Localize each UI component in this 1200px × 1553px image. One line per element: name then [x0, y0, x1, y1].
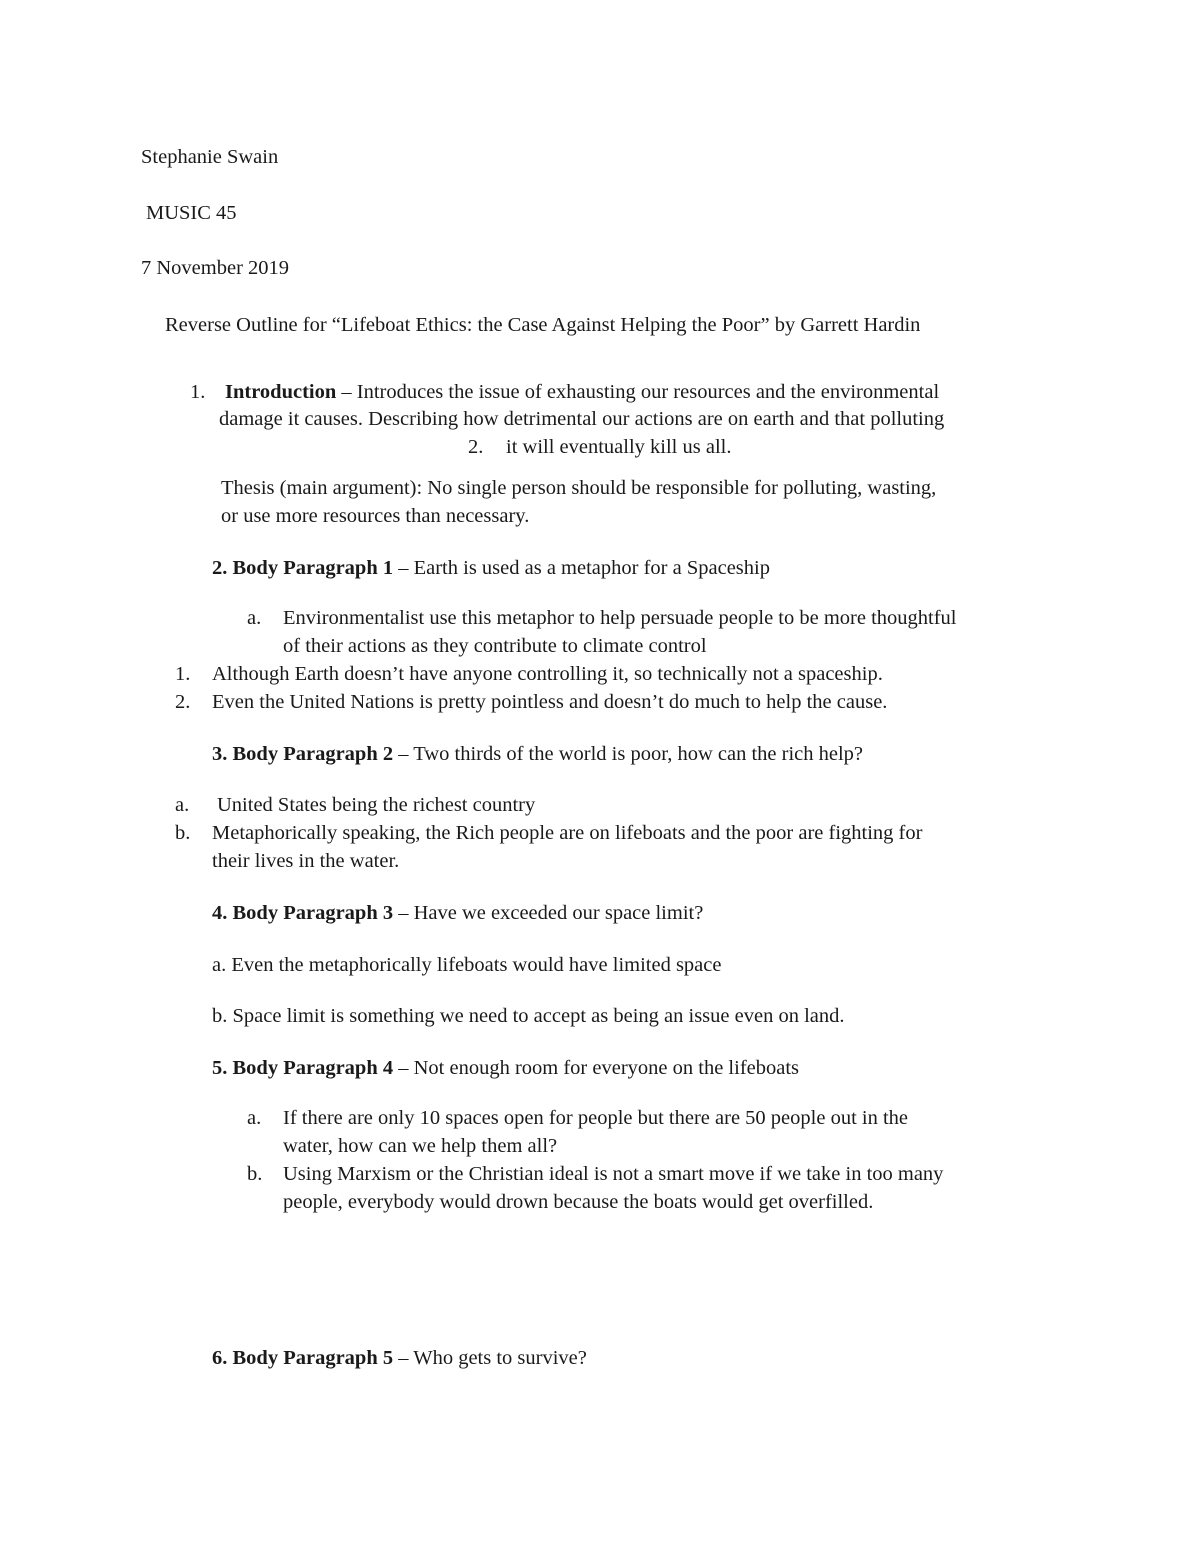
- bp4-heading: 5. Body Paragraph 4: [212, 1057, 394, 1079]
- intro-line-3: it will eventually kill us all.: [506, 436, 732, 458]
- intro-line-2: damage it causes. Describing how detrimental our actions are on earth and that polluting: [219, 408, 945, 430]
- thesis-line-2: or use more resources than necessary.: [221, 505, 530, 527]
- bp2-text: – Two thirds of the world is poor, how can the rich help?: [398, 743, 864, 765]
- bp2-b-line-2: their lives in the water.: [212, 850, 400, 872]
- bp3-b-text: b. Space limit is something we need to accept as being an issue even on land.: [212, 1005, 845, 1027]
- bp1-item-2-marker: 2.: [175, 691, 191, 713]
- bp1-text: – Earth is used as a metaphor for a Spaceship: [398, 557, 770, 579]
- intro-number-2: 2.: [468, 436, 484, 458]
- course-name: MUSIC 45: [146, 202, 237, 224]
- bp4-heading-line: [212, 1058, 799, 1079]
- bp2-heading: 3. Body Paragraph 2: [212, 743, 394, 765]
- bp5-text: – Who gets to survive?: [398, 1347, 587, 1369]
- intro-label: Introduction: [225, 381, 337, 403]
- bp4-a-line-1: If there are only 10 spaces open for people but there are 50 people out in the: [283, 1107, 909, 1129]
- bp3-heading: 4. Body Paragraph 3: [212, 902, 394, 924]
- bp4-b-marker: b.: [247, 1163, 263, 1185]
- bp2-a-text: United States being the richest country: [217, 794, 536, 816]
- bp2-a-marker: a.: [175, 794, 190, 816]
- bp1-item-2: Even the United Nations is pretty pointless and doesn’t do much to help the cause.: [212, 691, 888, 713]
- bp4-b-line-1: Using Marxism or the Christian ideal is not a smart move if we take in too many: [283, 1163, 944, 1185]
- bp3-text: – Have we exceeded our space limit?: [398, 902, 704, 924]
- bp3-heading-line: [212, 903, 703, 924]
- bp4-a-line-2: water, how can we help them all?: [283, 1135, 558, 1157]
- bp1-item-1: Although Earth doesn’t have anyone controlling it, so technically not a spaceship.: [212, 663, 883, 685]
- intro-number: 1.: [190, 381, 206, 403]
- bp1-a-marker: a.: [247, 607, 262, 629]
- author-name: Stephanie Swain: [141, 146, 279, 168]
- page-title: Reverse Outline for “Lifeboat Ethics: the Case Against Helping the Poor” by Garrett Hardin: [165, 314, 921, 336]
- bp4-a-marker: a.: [247, 1107, 262, 1129]
- thesis-line-1: Thesis (main argument): No single person should be responsible for polluting, wasting,: [221, 477, 937, 499]
- document-date: 7 November 2019: [141, 257, 290, 279]
- bp2-b-line-1: Metaphorically speaking, the Rich people are on lifeboats and the poor are fighting for: [212, 822, 923, 844]
- bp3-a-text: a. Even the metaphorically lifeboats would have limited space: [212, 954, 722, 976]
- bp1-heading: 2. Body Paragraph 1: [212, 557, 394, 579]
- bp1-a-line-2: of their actions as they contribute to climate control: [283, 635, 707, 657]
- intro-line-1: [225, 382, 939, 403]
- bp2-heading-line: [212, 744, 863, 765]
- bp1-a-line-1: Environmentalist use this metaphor to help persuade people to be more thoughtful: [283, 607, 957, 629]
- intro-dash: –: [341, 381, 352, 403]
- bp2-b-marker: b.: [175, 822, 191, 844]
- bp1-heading-line: [212, 558, 770, 579]
- bp4-b-line-2: people, everybody would drown because the boats would get overfilled.: [283, 1191, 874, 1213]
- bp5-heading: 6. Body Paragraph 5: [212, 1347, 394, 1369]
- bp5-heading-line: [212, 1348, 587, 1369]
- bp1-item-1-marker: 1.: [175, 663, 191, 685]
- bp4-text: – Not enough room for everyone on the lifeboats: [398, 1057, 800, 1079]
- intro-text-1: Introduces the issue of exhausting our resources and the environmental: [356, 381, 940, 403]
